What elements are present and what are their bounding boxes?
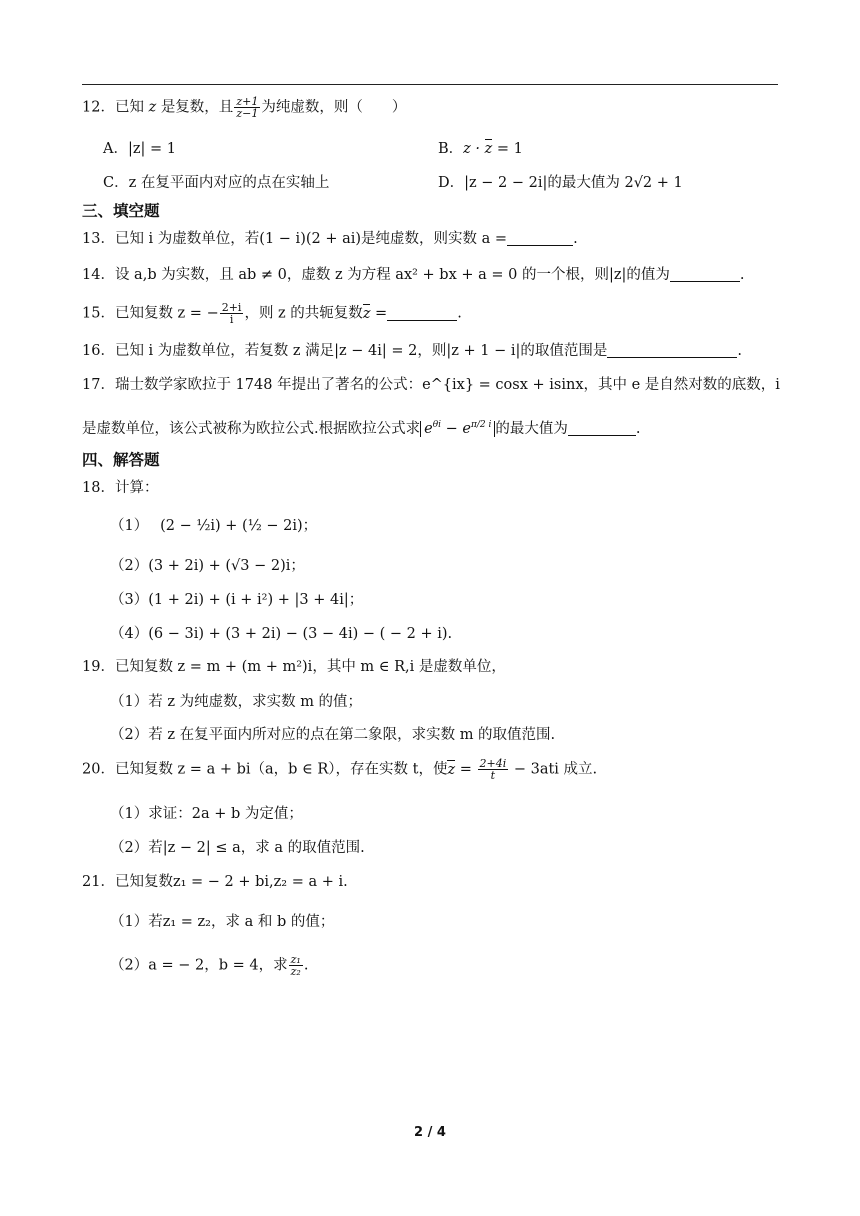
q18-stem: 18．计算： [82,480,159,496]
q12-option-a: A．|z| = 1 [103,141,176,157]
q21-part1: （1）若z₁ = z₂，求 a 和 b 的值； [110,914,335,930]
q19-stem: 19．已知复数 z = m + (m + m²)i，其中 m ∈ R,i 是虚数单位， [82,659,506,675]
q19-part2: （2）若 z 在复平面内所对应的点在第二象限，求实数 m 的取值范围. [110,727,556,743]
q16-answer-blank [607,343,737,358]
q21-stem: 21．已知复数z₁ = − 2 + bi,z₂ = a + i. [82,874,348,890]
q19-part1: （1）若 z 为纯虚数，求实数 m 的值； [110,694,363,710]
q12-option-c: C．z 在复平面内对应的点在实轴上 [103,175,330,191]
q21-fraction: $\frac{\text{z₁}}{\text{z₂}}$ [290,953,301,978]
q13: 13．已知 i 为虚数单位，若(1 − i)(2 + ai)是纯虚数，则实数 a = . [82,231,578,247]
q20-part2: （2）若|z − 2| ≤ a，求 a 的取值范围. [110,840,365,856]
q12-stem: 12．已知 z 是复数，且 $\frac{z+1}{z-1}$ 为纯虚数，则（ ） [82,95,407,120]
q14: 14．设 a,b 为实数，且 ab ≠ 0，虚数 z 为方程 ax² + bx + a = 0 的一个根，则|z|的值为 . [82,267,745,283]
q16: 16．已知 i 为虚数单位，若复数 z 满足|z − 4i| = 2，则|z + 1 − i|的取值范围是 . [82,343,743,359]
q12-fraction: $\frac{z+1}{z-1}$ [236,95,259,120]
page-number: 2 / 4 [414,1125,446,1140]
q13-answer-blank [507,231,573,246]
q15: 15．已知复数 z = − $\frac{2+i}{i}$ ，则 z 的共轭复数z = . [82,301,462,326]
section-heading-fill-in: 三、填空题 [82,202,160,220]
q15-fraction: $\frac{2+i}{i}$ [221,301,242,326]
q12-option-b: B．z · z = 1 [438,141,523,157]
q17-answer-blank [568,421,636,436]
q17-line1: 17．瑞士数学家欧拉于 1748 年提出了著名的公式：e^{ix} = cosx + isinx，其中 e 是自然对数的底数，i [82,377,780,393]
q12-option-d: D．|z − 2 − 2i|的最大值为 2√2 + 1 [438,175,683,191]
q17-line2: 是虚数单位，该公式被称为欧拉公式.根据欧拉公式求 $e^{\theta i} - e^{\pi/2 i}$ 的最大值为 . [82,420,641,437]
q14-answer-blank [670,267,740,282]
header-rule [82,84,778,85]
q21-part2: （2）a = − 2，b = 4，求 $\frac{\text{z₁}}{\text{z₂}}$ . [110,953,309,978]
q20-stem: 20．已知复数 z = a + bi（a，b ∈ R），存在实数 t，使z = $\frac{2+4i}{t}$ − 3ati 成立. [82,757,598,782]
section-heading-solutions: 四、解答题 [82,451,160,469]
q18-part4: （4）(6 − 3i) + (3 + 2i) − (3 − 4i) − ( − 2 + i). [110,626,453,642]
q18-part1: （1） (2 − ½i) + (½ − 2i)； [110,518,318,534]
q18-part2: （2）(3 + 2i) + (√3 − 2)i； [110,558,305,574]
q18-part3: （3）(1 + 2i) + (i + i²) + |3 + 4i|； [110,592,364,608]
q15-answer-blank [387,306,457,321]
q20-part1: （1）求证：2a + b 为定值； [110,806,303,822]
q20-fraction: $\frac{2+4i}{t}$ [479,757,507,782]
